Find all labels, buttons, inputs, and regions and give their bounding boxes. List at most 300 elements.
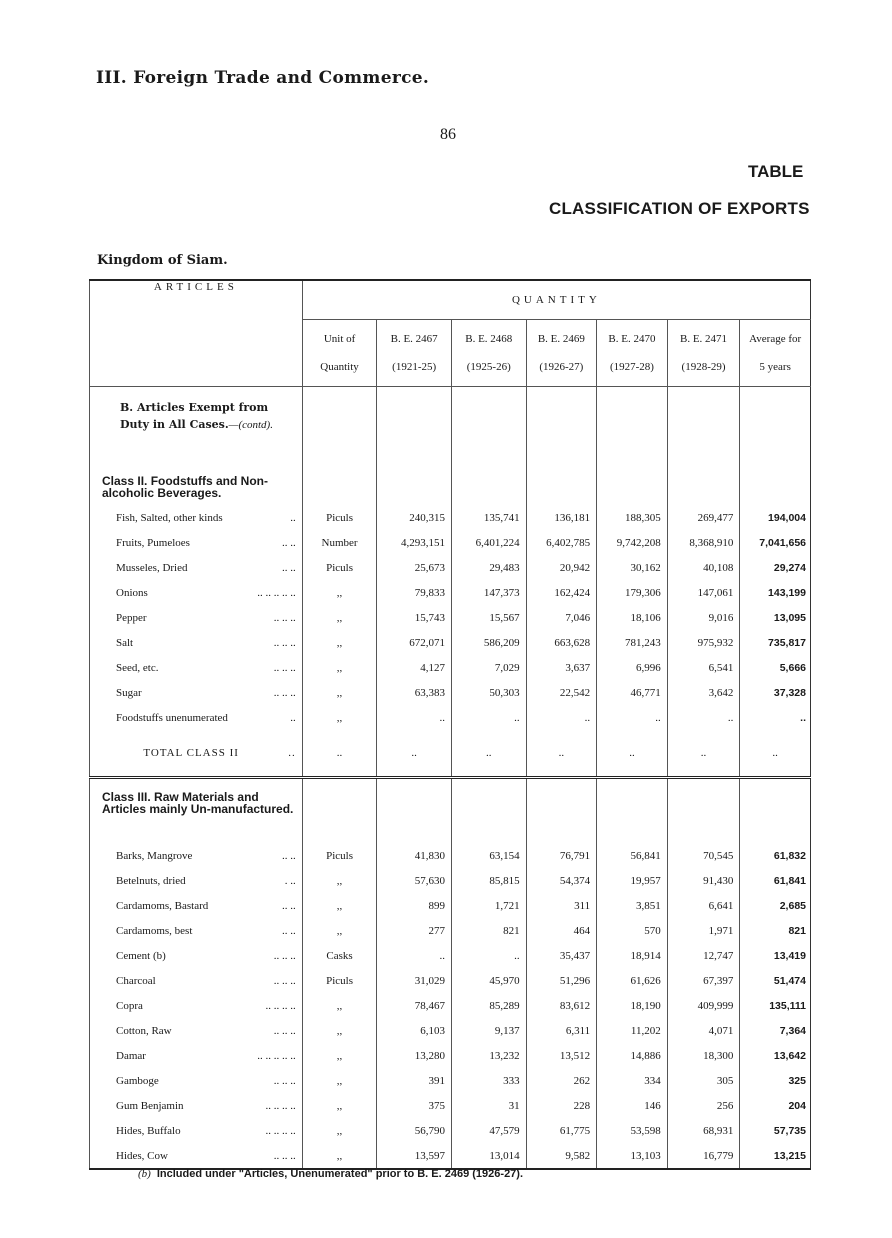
value-cell: 3,851 [597, 893, 668, 918]
unit-cell: ,, [302, 580, 377, 605]
footnote-mark: (b) [138, 1168, 151, 1180]
column-header-line1: Average for [749, 333, 802, 345]
dot-leader: .. .. .. [273, 949, 296, 962]
page-number: 86 [440, 126, 456, 143]
article-cell [90, 1018, 303, 1043]
value-cell: 15,567 [451, 605, 526, 630]
column-header-line2: (1921-25) [392, 361, 437, 373]
table-row [90, 1018, 811, 1043]
dot-leader: .. .. [282, 849, 296, 862]
dot-leader: .. .. .. [273, 974, 296, 987]
value-cell: .. [526, 705, 597, 730]
column-header-line2: (1925-26) [466, 361, 511, 373]
articles-header: ARTICLES [90, 280, 303, 387]
value-cell: 63,154 [451, 843, 526, 868]
article-name: Charcoal [116, 974, 156, 987]
average-cell: 204 [740, 1093, 811, 1118]
article-cell [90, 705, 303, 730]
value-cell: 61,775 [526, 1118, 597, 1143]
value-cell: 135,741 [451, 505, 526, 530]
value-cell: 13,280 [377, 1043, 452, 1068]
value-cell: 56,790 [377, 1118, 452, 1143]
empty-cell [740, 387, 811, 476]
value-cell: 334 [597, 1068, 668, 1093]
value-cell: 277 [377, 918, 452, 943]
value-cell: 40,108 [667, 555, 740, 580]
empty-cell [302, 475, 377, 505]
value-cell: 570 [597, 918, 668, 943]
value-cell: 586,209 [451, 630, 526, 655]
unit-cell: ,, [302, 1018, 377, 1043]
dot-leader: .. .. .. .. [265, 999, 296, 1012]
value-cell: 18,190 [597, 993, 668, 1018]
class-ii-label: Class II. Foodstuffs and Non-alcoholic Beverages. [102, 475, 269, 500]
dot-leader: .. [290, 711, 296, 724]
value-cell: 269,477 [667, 505, 740, 530]
value-cell: 79,833 [377, 580, 452, 605]
unit-cell: ,, [302, 1093, 377, 1118]
average-cell: 13,642 [740, 1043, 811, 1068]
value-cell: 240,315 [377, 505, 452, 530]
dot-leader: .. .. .. [273, 636, 296, 649]
value-cell: 147,373 [451, 580, 526, 605]
table-body [90, 387, 811, 1170]
article-name: Cardamoms, Bastard [116, 899, 209, 912]
value-cell: 899 [377, 893, 452, 918]
value-cell: 9,137 [451, 1018, 526, 1043]
value-cell: 20,942 [526, 555, 597, 580]
column-header-line1: B. E. 2469 [537, 333, 585, 345]
section-b-cell [90, 387, 303, 476]
table-row [90, 705, 811, 730]
value-cell: 18,106 [597, 605, 668, 630]
average-cell: 821 [740, 918, 811, 943]
class-ii-cell [90, 475, 303, 505]
value-cell: 262 [526, 1068, 597, 1093]
article-name: Salt [116, 636, 134, 649]
empty-cell [526, 387, 597, 476]
empty-cell [451, 387, 526, 476]
table-row [90, 1043, 811, 1068]
dot-leader: .. .. [282, 924, 296, 937]
unit-cell: ,, [302, 605, 377, 630]
value-cell: 7,046 [526, 605, 597, 630]
total-label-text: TOTAL CLASS II [143, 747, 239, 759]
value-cell: 56,841 [597, 843, 668, 868]
table-row [90, 680, 811, 705]
article-name: Hides, Cow [116, 1149, 168, 1162]
column-header [667, 320, 740, 387]
article-cell [90, 993, 303, 1018]
empty-cell [597, 778, 668, 844]
article-name: Seed, etc. [116, 661, 159, 674]
column-header-line2: Quantity [320, 361, 359, 373]
value-cell: 6,996 [597, 655, 668, 680]
dot-leader: .. .. .. [273, 1074, 296, 1087]
value-cell: 19,957 [597, 868, 668, 893]
value-cell: 9,742,208 [597, 530, 668, 555]
article-name: Copra [116, 999, 143, 1012]
value-cell: 9,582 [526, 1143, 597, 1169]
value-cell: 464 [526, 918, 597, 943]
table-row [90, 605, 811, 630]
article-cell [90, 1043, 303, 1068]
average-cell: 37,328 [740, 680, 811, 705]
value-cell: 136,181 [526, 505, 597, 530]
dot-leader: .. .. .. .. .. [257, 586, 296, 599]
article-name: Fruits, Pumeloes [116, 536, 190, 549]
column-header-line1: B. E. 2470 [608, 333, 656, 345]
value-cell: .. [451, 730, 526, 778]
empty-cell [451, 778, 526, 844]
section-b-title [94, 399, 298, 434]
article-cell [90, 680, 303, 705]
table-row [90, 993, 811, 1018]
unit-cell: Piculs [302, 505, 377, 530]
value-cell: .. [667, 705, 740, 730]
empty-cell [667, 387, 740, 476]
column-header-line2: (1928-29) [681, 361, 726, 373]
section-b-row [90, 387, 811, 476]
value-cell: 41,830 [377, 843, 452, 868]
average-cell: 325 [740, 1068, 811, 1093]
dot-leader: .. .. .. .. .. [257, 1049, 296, 1062]
value-cell: 162,424 [526, 580, 597, 605]
value-cell: 22,542 [526, 680, 597, 705]
value-cell: .. [377, 943, 452, 968]
unit-cell: ,, [302, 918, 377, 943]
unit-cell: ,, [302, 993, 377, 1018]
column-header-line1: B. E. 2471 [680, 333, 728, 345]
table-label: TABLE [748, 162, 804, 181]
value-cell: 311 [526, 893, 597, 918]
table-row [90, 555, 811, 580]
average-cell: 2,685 [740, 893, 811, 918]
value-cell: 13,103 [597, 1143, 668, 1169]
value-cell: 47,579 [451, 1118, 526, 1143]
value-cell: 305 [667, 1068, 740, 1093]
article-cell [90, 605, 303, 630]
value-cell: 78,467 [377, 993, 452, 1018]
article-name: Fish, Salted, other kinds [116, 511, 223, 524]
value-cell: 1,971 [667, 918, 740, 943]
value-cell: 333 [451, 1068, 526, 1093]
value-cell: 13,512 [526, 1043, 597, 1068]
value-cell: 13,597 [377, 1143, 452, 1169]
dot-leader: .. .. .. .. [265, 1099, 296, 1112]
value-cell: 29,483 [451, 555, 526, 580]
average-cell: 61,841 [740, 868, 811, 893]
value-cell: 31,029 [377, 968, 452, 993]
kingdom-label: Kingdom of Siam. [97, 253, 228, 268]
section-title: III. Foreign Trade and Commerce. [96, 68, 430, 88]
value-cell: 179,306 [597, 580, 668, 605]
dot-leader: .. .. .. [273, 661, 296, 674]
column-header-line2: (1926-27) [539, 361, 584, 373]
empty-cell [740, 778, 811, 844]
value-cell: 91,430 [667, 868, 740, 893]
dot-leader: .. .. [282, 561, 296, 574]
article-name: Cardamoms, best [116, 924, 193, 937]
average-cell: 7,364 [740, 1018, 811, 1043]
unit-cell: Piculs [302, 968, 377, 993]
article-cell [90, 1143, 303, 1169]
unit-cell: ,, [302, 1068, 377, 1093]
table-row [90, 505, 811, 530]
exports-table [89, 279, 811, 1170]
average-cell: 5,666 [740, 655, 811, 680]
value-cell: 3,637 [526, 655, 597, 680]
article-name: Foodstuffs unenumerated [116, 711, 228, 724]
dot-leader: .. .. [282, 536, 296, 549]
value-cell: 6,402,785 [526, 530, 597, 555]
average-cell: 29,274 [740, 555, 811, 580]
value-cell: 821 [451, 918, 526, 943]
unit-cell: Piculs [302, 843, 377, 868]
table-row [90, 943, 811, 968]
value-cell: 67,397 [667, 968, 740, 993]
unit-cell: ,, [302, 1043, 377, 1068]
article-name: Onions [116, 586, 148, 599]
value-cell: 63,383 [377, 680, 452, 705]
value-cell: 975,932 [667, 630, 740, 655]
quantity-header: QUANTITY [302, 280, 810, 320]
column-header-line1: Unit of [323, 333, 356, 345]
average-cell: 51,474 [740, 968, 811, 993]
unit-cell: ,, [302, 680, 377, 705]
column-header [740, 320, 811, 387]
value-cell: .. [667, 730, 740, 778]
value-cell: 4,071 [667, 1018, 740, 1043]
value-cell: 54,374 [526, 868, 597, 893]
column-header-line2: (1927-28) [609, 361, 654, 373]
table-row [90, 655, 811, 680]
value-cell: 83,612 [526, 993, 597, 1018]
value-cell: 663,628 [526, 630, 597, 655]
value-cell: .. [377, 730, 452, 778]
value-cell: 375 [377, 1093, 452, 1118]
unit-cell: ,, [302, 655, 377, 680]
dot-leader: .. .. [282, 899, 296, 912]
value-cell: 57,630 [377, 868, 452, 893]
article-cell [90, 580, 303, 605]
average-cell: 143,199 [740, 580, 811, 605]
dot-leader: .. .. .. [273, 611, 296, 624]
value-cell: 13,014 [451, 1143, 526, 1169]
value-cell: 51,296 [526, 968, 597, 993]
value-cell: 1,721 [451, 893, 526, 918]
article-name: Betelnuts, dried [116, 874, 186, 887]
table-row [90, 893, 811, 918]
dot-leader: .. .. .. [273, 1024, 296, 1037]
unit-cell: ,, [302, 868, 377, 893]
article-name: Gamboge [116, 1074, 159, 1087]
column-header [451, 320, 526, 387]
average-cell: 735,817 [740, 630, 811, 655]
dot-leader: .. .. .. [273, 686, 296, 699]
value-cell: 53,598 [597, 1118, 668, 1143]
value-cell: 35,437 [526, 943, 597, 968]
dot-leader: .. .. .. .. [265, 1124, 296, 1137]
empty-cell [597, 475, 668, 505]
value-cell: .. [377, 705, 452, 730]
article-name: Damar [116, 1049, 146, 1062]
article-cell [90, 918, 303, 943]
unit-cell: ,, [302, 630, 377, 655]
value-cell: 781,243 [597, 630, 668, 655]
value-cell: .. [451, 943, 526, 968]
empty-cell [597, 387, 668, 476]
average-cell: 61,832 [740, 843, 811, 868]
table-row [90, 968, 811, 993]
value-cell: .. [597, 705, 668, 730]
value-cell: 50,303 [451, 680, 526, 705]
unit-cell: ,, [302, 705, 377, 730]
value-cell: 6,541 [667, 655, 740, 680]
value-cell: 228 [526, 1093, 597, 1118]
value-cell: 85,289 [451, 993, 526, 1018]
empty-cell [526, 778, 597, 844]
article-name: Cotton, Raw [116, 1024, 172, 1037]
empty-cell [377, 475, 452, 505]
value-cell: 14,886 [597, 1043, 668, 1068]
table-heading: CLASSIFICATION OF EXPORTS [549, 199, 810, 218]
article-name: Gum Benjamin [116, 1099, 184, 1112]
class-iii-label: Class III. Raw Materials and Articles mainly Un-manufactured. [102, 790, 294, 816]
value-cell: 12,747 [667, 943, 740, 968]
value-cell: 18,300 [667, 1043, 740, 1068]
table-row [90, 918, 811, 943]
value-cell: 146 [597, 1093, 668, 1118]
article-cell [90, 968, 303, 993]
average-cell: 57,735 [740, 1118, 811, 1143]
table-row [90, 630, 811, 655]
dot-leader: . .. [284, 874, 296, 887]
table-row [90, 1118, 811, 1143]
value-cell: 61,626 [597, 968, 668, 993]
article-name: Pepper [116, 611, 147, 624]
article-cell [90, 630, 303, 655]
empty-cell [377, 387, 452, 476]
article-cell [90, 655, 303, 680]
article-cell [90, 943, 303, 968]
table-row [90, 868, 811, 893]
article-cell [90, 893, 303, 918]
table-row [90, 1093, 811, 1118]
empty-cell [302, 387, 377, 476]
average-cell: 194,004 [740, 505, 811, 530]
value-cell: 7,029 [451, 655, 526, 680]
unit-cell: Casks [302, 943, 377, 968]
value-cell: 15,743 [377, 605, 452, 630]
value-cell: 672,071 [377, 630, 452, 655]
value-cell: 4,127 [377, 655, 452, 680]
value-cell: 391 [377, 1068, 452, 1093]
average-cell: 7,041,656 [740, 530, 811, 555]
section-b-contd: —(contd). [228, 419, 273, 431]
article-cell [90, 1118, 303, 1143]
value-cell: .. [597, 730, 668, 778]
article-cell [90, 505, 303, 530]
column-header [302, 320, 377, 387]
total-label-cell [90, 730, 303, 778]
column-header-line1: B. E. 2468 [465, 333, 513, 345]
average-cell: .. [740, 730, 811, 778]
value-cell: 6,641 [667, 893, 740, 918]
value-cell: 147,061 [667, 580, 740, 605]
table-row [90, 530, 811, 555]
value-cell: 68,931 [667, 1118, 740, 1143]
empty-cell [302, 778, 377, 844]
article-name: Sugar [116, 686, 142, 699]
column-header [377, 320, 452, 387]
value-cell: 9,016 [667, 605, 740, 630]
table-row [90, 580, 811, 605]
footnote-text: Included under "Articles, Unenumerated" prior to B. E. 2469 (1926-27). [156, 1168, 524, 1180]
value-cell: 3,642 [667, 680, 740, 705]
average-cell: .. [740, 705, 811, 730]
value-cell: 70,545 [667, 843, 740, 868]
value-cell: 85,815 [451, 868, 526, 893]
value-cell: 46,771 [597, 680, 668, 705]
dot-leader: .. .. .. [273, 1149, 296, 1162]
average-cell: 13,215 [740, 1143, 811, 1169]
article-cell [90, 530, 303, 555]
table-row [90, 1143, 811, 1169]
value-cell: 25,673 [377, 555, 452, 580]
article-cell [90, 555, 303, 580]
value-cell: 8,368,910 [667, 530, 740, 555]
empty-cell [377, 778, 452, 844]
column-header-line2: 5 years [759, 361, 791, 373]
value-cell: 18,914 [597, 943, 668, 968]
unit-cell: Number [302, 530, 377, 555]
article-name: Musseles, Dried [116, 561, 188, 574]
empty-cell [451, 475, 526, 505]
column-header [526, 320, 597, 387]
value-cell: 4,293,151 [377, 530, 452, 555]
dot-leader: .. [288, 747, 296, 759]
empty-cell [667, 778, 740, 844]
value-cell: .. [451, 705, 526, 730]
table-row [90, 843, 811, 868]
unit-cell: .. [302, 730, 377, 778]
column-header-line1: B. E. 2467 [390, 333, 438, 345]
value-cell: .. [526, 730, 597, 778]
unit-cell: Piculs [302, 555, 377, 580]
value-cell: 188,305 [597, 505, 668, 530]
article-name: Hides, Buffalo [116, 1124, 181, 1137]
dot-leader: .. [290, 511, 296, 524]
empty-cell [526, 475, 597, 505]
value-cell: 13,232 [451, 1043, 526, 1068]
unit-cell: ,, [302, 1143, 377, 1169]
article-cell [90, 1068, 303, 1093]
class-ii-row [90, 475, 811, 505]
value-cell: 31 [451, 1093, 526, 1118]
table-row [90, 1068, 811, 1093]
section-b-text: B. Articles Exempt from Duty in All Cases. [120, 401, 269, 431]
class-iii-row [90, 778, 811, 844]
average-cell: 135,111 [740, 993, 811, 1018]
column-header [597, 320, 668, 387]
unit-cell: ,, [302, 1118, 377, 1143]
value-cell: 6,311 [526, 1018, 597, 1043]
empty-cell [740, 475, 811, 505]
article-cell [90, 843, 303, 868]
value-cell: 6,103 [377, 1018, 452, 1043]
article-name: Barks, Mangrove [116, 849, 193, 862]
